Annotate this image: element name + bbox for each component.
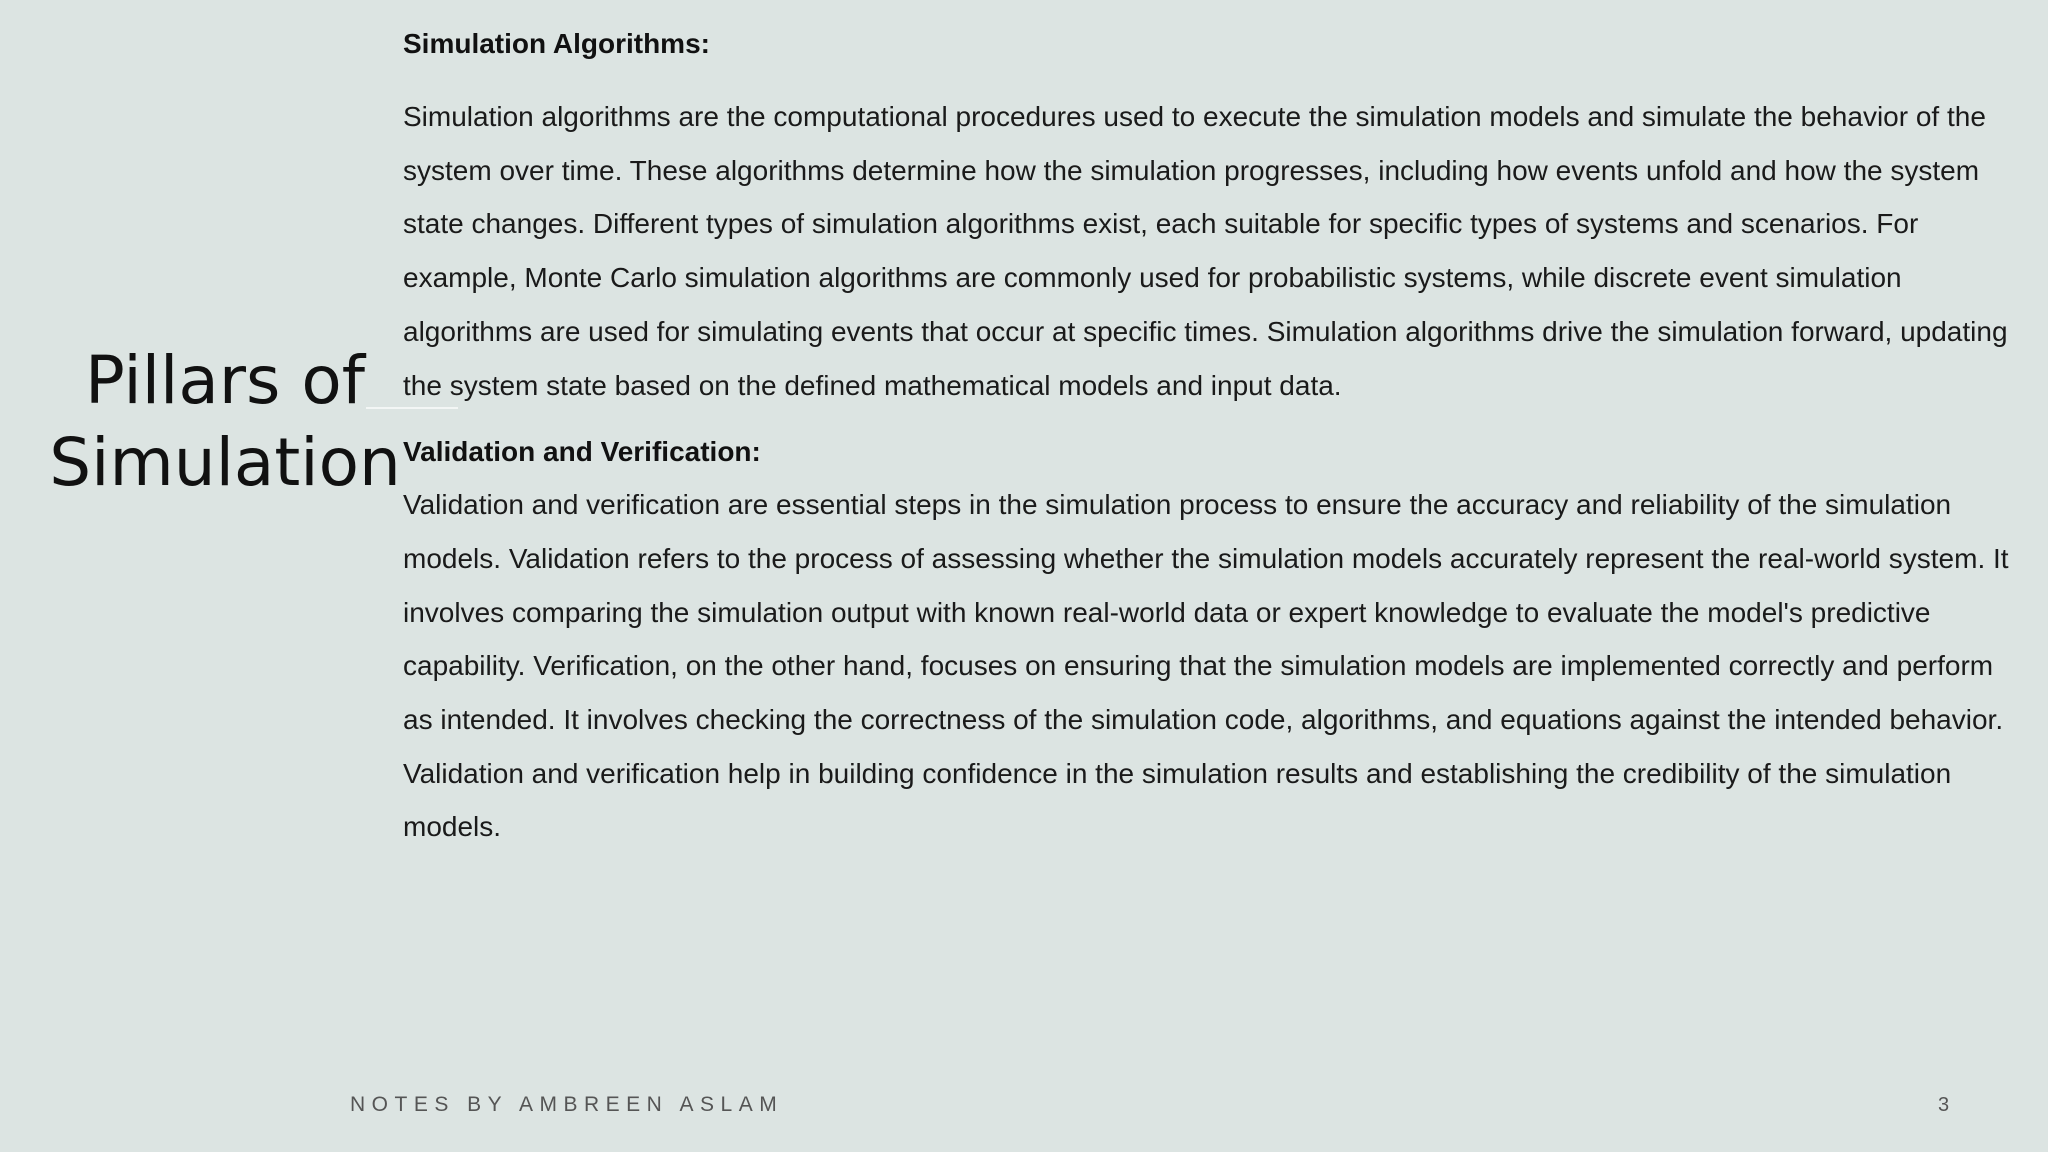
page-number: 3 xyxy=(1938,1094,1950,1116)
section-body-simulation-algorithms: Simulation algorithms are the computational procedures used to execute the simulation models and simulate the behavior of the system over time. These algorithms determine how the simulation progresses, including how events unfold and how the system state changes. Different types of simulation algorithms exist, each suitable for specific types of systems and scenarios. For example, Monte Carlo simulation algorithms are commonly used for probabilistic systems, while discrete event simulation algorithms are used for simulating events that occur at specific times. Simulation algorithms drive the simulation forward, updating the system state based on the defined mathematical models and input data. xyxy=(403,101,2008,401)
slide-title-line-1: Pillars of xyxy=(85,342,365,419)
slide-title-line-2: Simulation xyxy=(49,424,401,501)
section-heading-validation-verification: Validation and Verification: xyxy=(403,436,761,468)
slide-title xyxy=(40,340,410,504)
section-body-validation-verification: Validation and verification are essential steps in the simulation process to ensure the accuracy and reliability of the simulation models. Validation refers to the process of assessing whether the simulation models accurately represent the real-world system. It involves comparing the simulation output with known real-world data or expert knowledge to evaluate the model's predictive capability. Verification, on the other hand, focuses on ensuring that the simulation models are implemented correctly and perform as intended. It involves checking the correctness of the simulation code, algorithms, and equations against the intended behavior. Validation and verification help in building confidence in the simulation results and establishing the credibility of the simulation models. xyxy=(403,489,2009,843)
footer-text: NOTES BY AMBREEN ASLAM xyxy=(350,1093,784,1116)
slide-content xyxy=(403,24,2023,854)
section-heading-simulation-algorithms: Simulation Algorithms: xyxy=(403,28,710,59)
